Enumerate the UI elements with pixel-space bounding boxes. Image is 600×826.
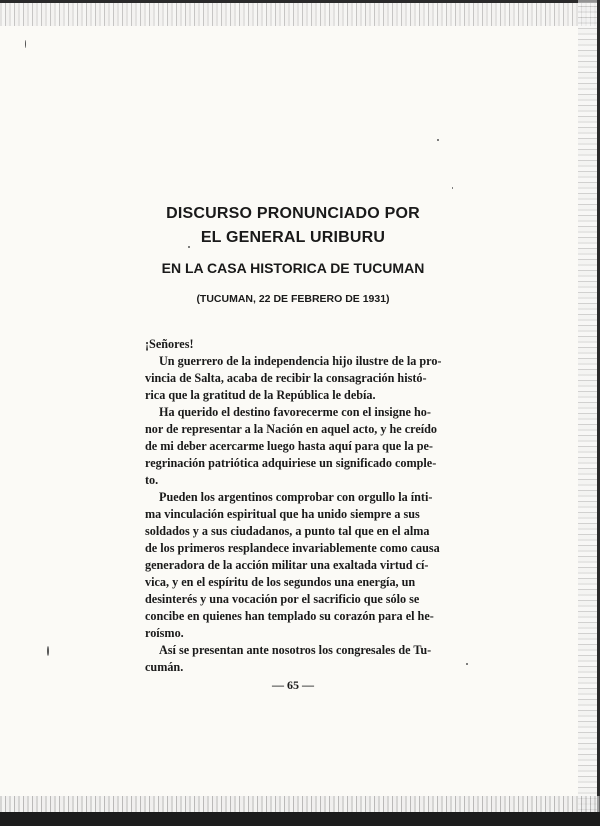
paragraph-1 [145,353,456,404]
dateline: (TUCUMAN, 22 DE FEBRERO DE 1931) [196,293,390,305]
page-number: — 65 — [272,678,314,692]
text-line: de mi deber acercarme luego hasta aquí para que la pe- [145,439,433,453]
text-line: generadora de la acción militar una exaltada virtud cí- [145,558,429,572]
title-line-1: DISCURSO PRONUNCIADO POR [166,205,420,222]
text-line: ma vinculación espiritual que ha unido siempre a sus [145,507,420,521]
text-line: cumán. [145,660,184,674]
text-line: Así se presentan ante nosotros los congresales de Tu- [159,643,432,657]
text-line: roísmo. [145,626,184,640]
text-line: Un guerrero de la independencia hijo ilustre de la pro- [159,354,442,368]
text-line: desinterés y una vocación por el sacrificio que sólo se [145,592,420,606]
paragraph-2 [145,404,456,489]
text-line: Ha querido el destino favorecerme con el insigne ho- [159,405,431,419]
speech-body [145,336,456,676]
title-line-2: EL GENERAL URIBURU [200,229,386,246]
text-line: soldados y a sus ciudadanos, a punto tal que en el alma [145,524,430,538]
text-line: Pueden los argentinos comprobar con orgullo la ínti- [159,490,433,504]
text-line: nor de representar a la Nación en aquel acto, y he creído [145,422,438,436]
paragraph-4 [145,642,456,676]
text-line: vincia de Salta, acaba de recibir la consagración histó- [145,371,427,385]
text-line: de los primeros resplandece invariablemente como causa [145,541,440,555]
salutation: ¡Señores! [145,337,194,351]
paragraph-3 [145,489,456,642]
text-line: regrinación patriótica adquiriese un significado comple- [145,456,437,470]
text-line: vica, y en el espíritu de los segundos una energía, un [145,575,416,589]
subtitle: EN LA CASA HISTORICA DE TUCUMAN [161,260,425,276]
text-line: to. [145,473,159,487]
text-line: rica que la gratitud de la República le debía. [145,388,376,402]
text-line: concibe en quienes han templado su corazón para el he- [145,609,434,623]
